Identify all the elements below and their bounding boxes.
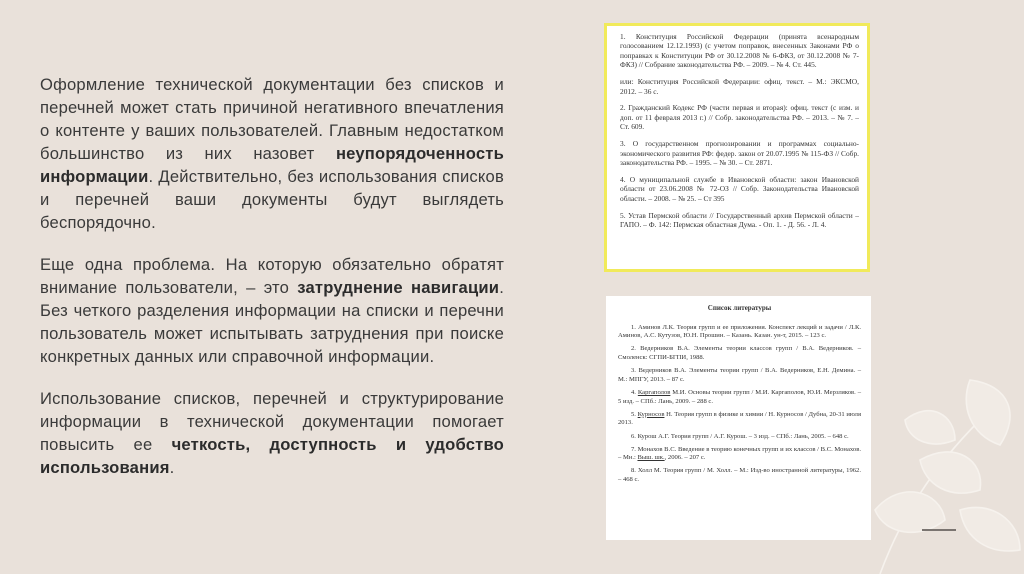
literature-item: 4. Каргаполов М.И. Основы теории групп / М.И. Каргаполов, Ю.И. Мерзляков. – 5 изд. – СПб.: Лань, 2009. – 288 с. (618, 388, 861, 405)
literature-item: 8. Холл М. Теория групп / М. Холл. – М.: Изд-во иностранной литературы, 1962. – 468 с. (618, 467, 861, 484)
p3-bold: четкость, доступность и удобство использования (40, 435, 504, 477)
literature-item: 2. Ведерников В.А. Элементы теории классов групп / В.А. Ведерников. – Смоленск: СГПИ-БГПИ, 1988. (618, 345, 861, 361)
literature-item: 5. Курносов Н. Теория групп в физике и химии / Н. Курносов / Дубна, 20-31 июля 2013. (618, 410, 862, 427)
literature-title: Список литературы (707, 304, 772, 312)
legal-ref: 2. Гражданский Кодекс РФ (части первая и вторая): офиц. текст (с изм. и доп. от 11 февраля 2013 г.) // Собр. законодательства РФ. – 2013. – № 7. – Ст. 609. (620, 103, 859, 132)
legal-references-image (604, 23, 870, 272)
p3-text: Использование списков, перечней и структурирование информации в технической документации помогает повысить ее (40, 389, 504, 454)
legal-ref: 1. Конституция Российской Федерации (принята всенародным голосованием 12.12.1993) (с учетом поправок, внесенных Законами РФ о поправках к Конституции РФ от 30.12.2008 № 6-ФКЗ, от 30.12.2008 № 7-ФКЗ) // Собрание законодательства РФ. – 2009. – № 4. Ст. 445. (620, 32, 859, 70)
p2-bold: затруднение навигации (297, 278, 500, 297)
p3-text-end: . (169, 458, 175, 477)
p2-text-end: . Без четкого разделения информации на списки и перечни пользователь может испытывать затруднения при поиске конкретных данных или справочной информации. (40, 278, 504, 366)
paragraph-3 (40, 387, 504, 479)
p1-bold: неупорядоченность информации (40, 144, 504, 186)
literature-item: 6. Курош А.Г. Теория групп / А.Г. Курош. – 3 изд. – СПб.: Лань, 2005. – 648 с. (631, 432, 849, 440)
leaf-decoration-icon (860, 340, 1024, 574)
legal-ref: 4. О муниципальной службе в Ивановской области: закон Ивановской области от 23.06.2008 № 72-ОЗ // Собр. Законодательства Ивановской области. – 2008. – № 25. – Ст 395 (620, 174, 859, 203)
literature-item: 7. Монахов В.С. Введение в теорию конечных групп и их классов / В.С. Монахов. – Мн.: Выш. шк., 2006. – 207 с. (618, 445, 861, 462)
p2-text: Еще одна проблема. На которую обязательно обратят внимание пользователи, – это (40, 255, 504, 297)
legal-ref: 5. Устав Пермской области // Государственный архив Пермской области – ГАПО. – Ф. 142: Пермская областная Дума. - Оп. 1. - Д. 56. - Л. 4. (620, 210, 859, 229)
footer-line (922, 529, 956, 531)
p1-text: Оформление технической документации без списков и перечней может стать причиной негативного впечатления о контенте у ваших пользователей. Главным недостатком большинство из них назовет (40, 75, 504, 163)
paragraph-2 (40, 253, 504, 368)
legal-ref: 3. О государственном прогнозировании и программах социально-экономического развития РФ: федер. закон от 20.07.1995 № 115-ФЗ // Собр. законодательства РФ. – 1995. – № 30. – Ст. 2871. (620, 139, 859, 167)
literature-item: 3. Ведерников В.А. Элементы теории групп / В.А. Ведерников, Е.Н. Демина. – М.: МПГУ, 2013. – 87 с. (618, 367, 861, 383)
literature-list-image (606, 296, 871, 540)
p1-text-end: . Действительно, без использования списков и перечней ваши документы будут выглядеть беспорядочно. (40, 167, 504, 232)
literature-item: 1. Аминов Л.К. Теория групп и ее приложения. Конспект лекций и задачи / Л.К. Аминов, А.С. Кутузов, Ю.Н. Прошин. – Казань. Казан. ун-т, 2015. – 123 с. (618, 323, 861, 340)
legal-ref: или: Конституция Российской Федерации: офиц. текст. – М.: ЭКСМО, 2012. – 36 с. (620, 77, 859, 96)
main-text-column (40, 73, 504, 498)
paragraph-1 (40, 73, 504, 234)
